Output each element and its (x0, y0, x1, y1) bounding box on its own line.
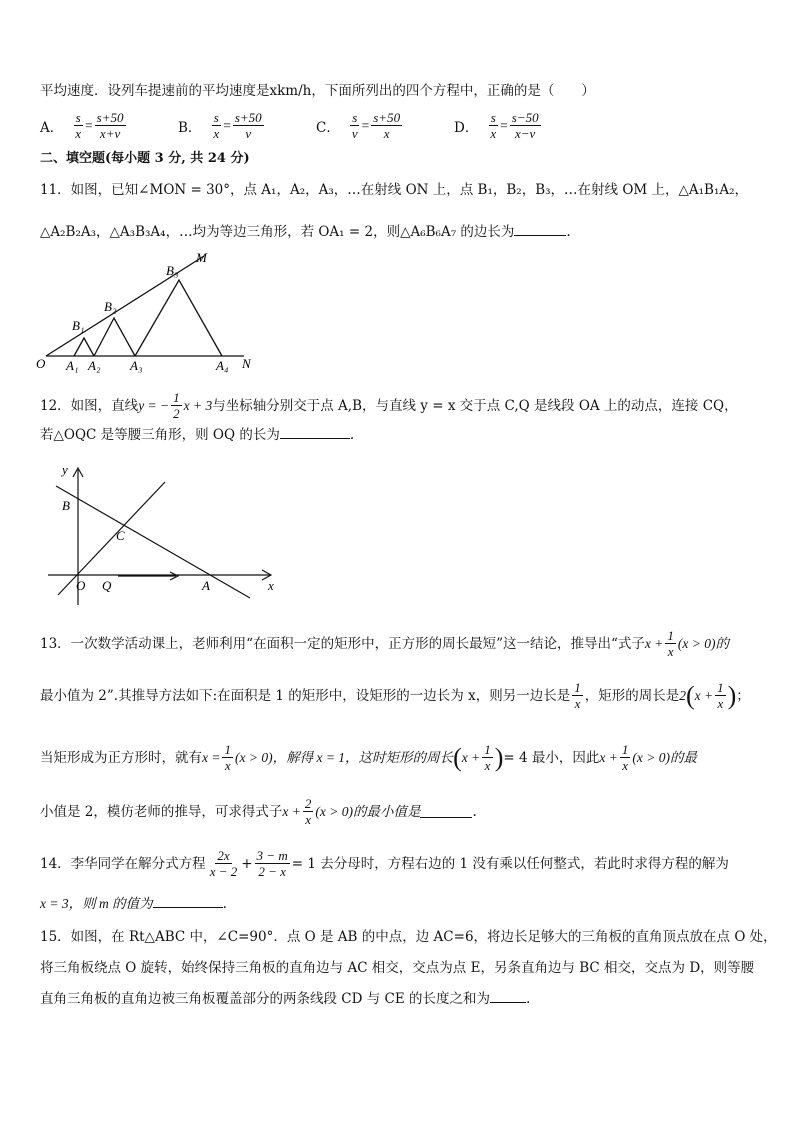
q13-line1: 13．一次数学活动课上，老师利用“在面积一定的矩形中，正方形的周长最短”这一结论，推导出“式子 x + $\frac{1}{x}$ (x > 0)的 (40, 628, 729, 659)
q10-option-b[interactable]: B． $\frac{s}{x}$ = $\frac{s+50}{v}$ (178, 110, 262, 141)
label-y: y (62, 462, 68, 477)
answer-blank[interactable] (514, 223, 566, 236)
label-a1: A₁ (66, 358, 79, 373)
answer-blank[interactable] (490, 990, 526, 1003)
label-b: B (62, 498, 70, 513)
triangle-a2b2a3 (94, 318, 135, 356)
label-m: M (196, 250, 207, 265)
label-c: C (116, 528, 125, 543)
label-o: O (36, 356, 46, 371)
q15-line3: 直角三角板的直角边被三角板覆盖部分的两条线段 CD 与 CE 的长度之和为 . (40, 991, 531, 1007)
q13-line4: 小值是 2，模仿老师的推导，可求得式子 x + $\frac{2}{x}$ (x > 0)的最小值是 . (40, 796, 477, 827)
label-b3: B₃ (166, 263, 179, 278)
label-a: A (202, 578, 210, 593)
q11-figure (34, 250, 266, 376)
q15-line1: 15．如图，在 Rt△ABC 中，∠C=90°．点 O 是 AB 的中点，边 AC=6，将边长足够大的三角板的直角顶点放在点 O 处， (40, 929, 777, 945)
ray-om (46, 256, 204, 356)
answer-blank[interactable] (420, 805, 472, 818)
q15-line2: 将三角板绕点 O 旋转，始终保持三角板的直角边与 AC 相交，交点为点 E，另条直角边与 BC 相交，交点为 D，则等腰 (40, 960, 755, 976)
label-a3: A₃ (130, 358, 143, 373)
triangle-a1b1a2 (74, 338, 94, 356)
label-a2: A₂ (88, 358, 101, 373)
q12-line2: 若△OQC 是等腰三角形，则 OQ 的长为 . (40, 427, 355, 443)
q12-figure (40, 460, 280, 608)
q12-line1: 12．如图，直线 y = − $\frac{1}{2}$ x + 3 与坐标轴分别交于点 A,B，与直线 y = x 交于点 C,Q 是线段 OA 上的动点，连接 CQ， (40, 390, 738, 421)
label-x: x (268, 578, 274, 593)
label-n: N (242, 356, 251, 371)
q10-option-d[interactable]: D． $\frac{s}{x}$ = $\frac{s-50}{x-v}$ (454, 110, 539, 141)
q13-line3: 当矩形成为正方形时，就有 x = $\frac{1}{x}$ (x > 0)，解得 x = 1，这时矩形的周长 ( x + $\frac{1}{x}$ ) = 4 最小，因此 x + $\frac{1}{x}$ (x > 0)的最 (40, 742, 697, 773)
answer-blank[interactable] (280, 426, 350, 439)
q10-stem: 平均速度．设列车提速前的平均速度是xkm/h，下面所列出的四个方程中，正确的是（ ） (40, 83, 595, 99)
label-b1: B₁ (72, 318, 85, 333)
label-q: Q (102, 578, 112, 593)
q10-option-a[interactable]: A． $\frac{s}{x}$ = $\frac{s+50}{x+v}$ (40, 110, 124, 141)
label-b2: B₂ (104, 299, 117, 314)
answer-blank[interactable] (153, 895, 223, 908)
q13-line2: 最小值为 2”.其推导方法如下:在面积是 1 的矩形中，设矩形的一边长为 x，则另一边长是 $\frac{1}{x}$ ，矩形的周长是 2 ( x + $\frac{1}{x}$ ) ； (40, 680, 750, 711)
q10-option-c[interactable]: C． $\frac{s}{v}$ = $\frac{s+50}{x}$ (316, 110, 401, 141)
q14-line1: 14．李华同学在解分式方程 $\frac{2x}{x - 2}$ + $\frac{3 - m}{2 - x}$ = 1 去分母时，方程右边的 1 没有乘以任何整式，若此时求得方程的解为 (40, 848, 729, 879)
q14-line2: x = 3，则 m 的值为 . (40, 896, 227, 912)
q11-line2: △A₂B₂A₃，△A₃B₃A₄，…均为等边三角形，若 OA₁ = 2，则△A₆B₆A₇ 的边长为 . (40, 224, 571, 240)
q11-line1: 11．如图，已知∠MON = 30°，点 A₁，A₂，A₃，…在射线 ON 上，点 B₁，B₂，B₃，…在射线 OM 上，△A₁B₁A₂， (40, 182, 749, 198)
label-a4: A₄ (216, 358, 229, 373)
label-o: O (76, 578, 86, 593)
line-y-eq-x (58, 482, 165, 595)
section-heading: 二、填空题(每小题 3 分, 共 24 分) (40, 151, 250, 166)
